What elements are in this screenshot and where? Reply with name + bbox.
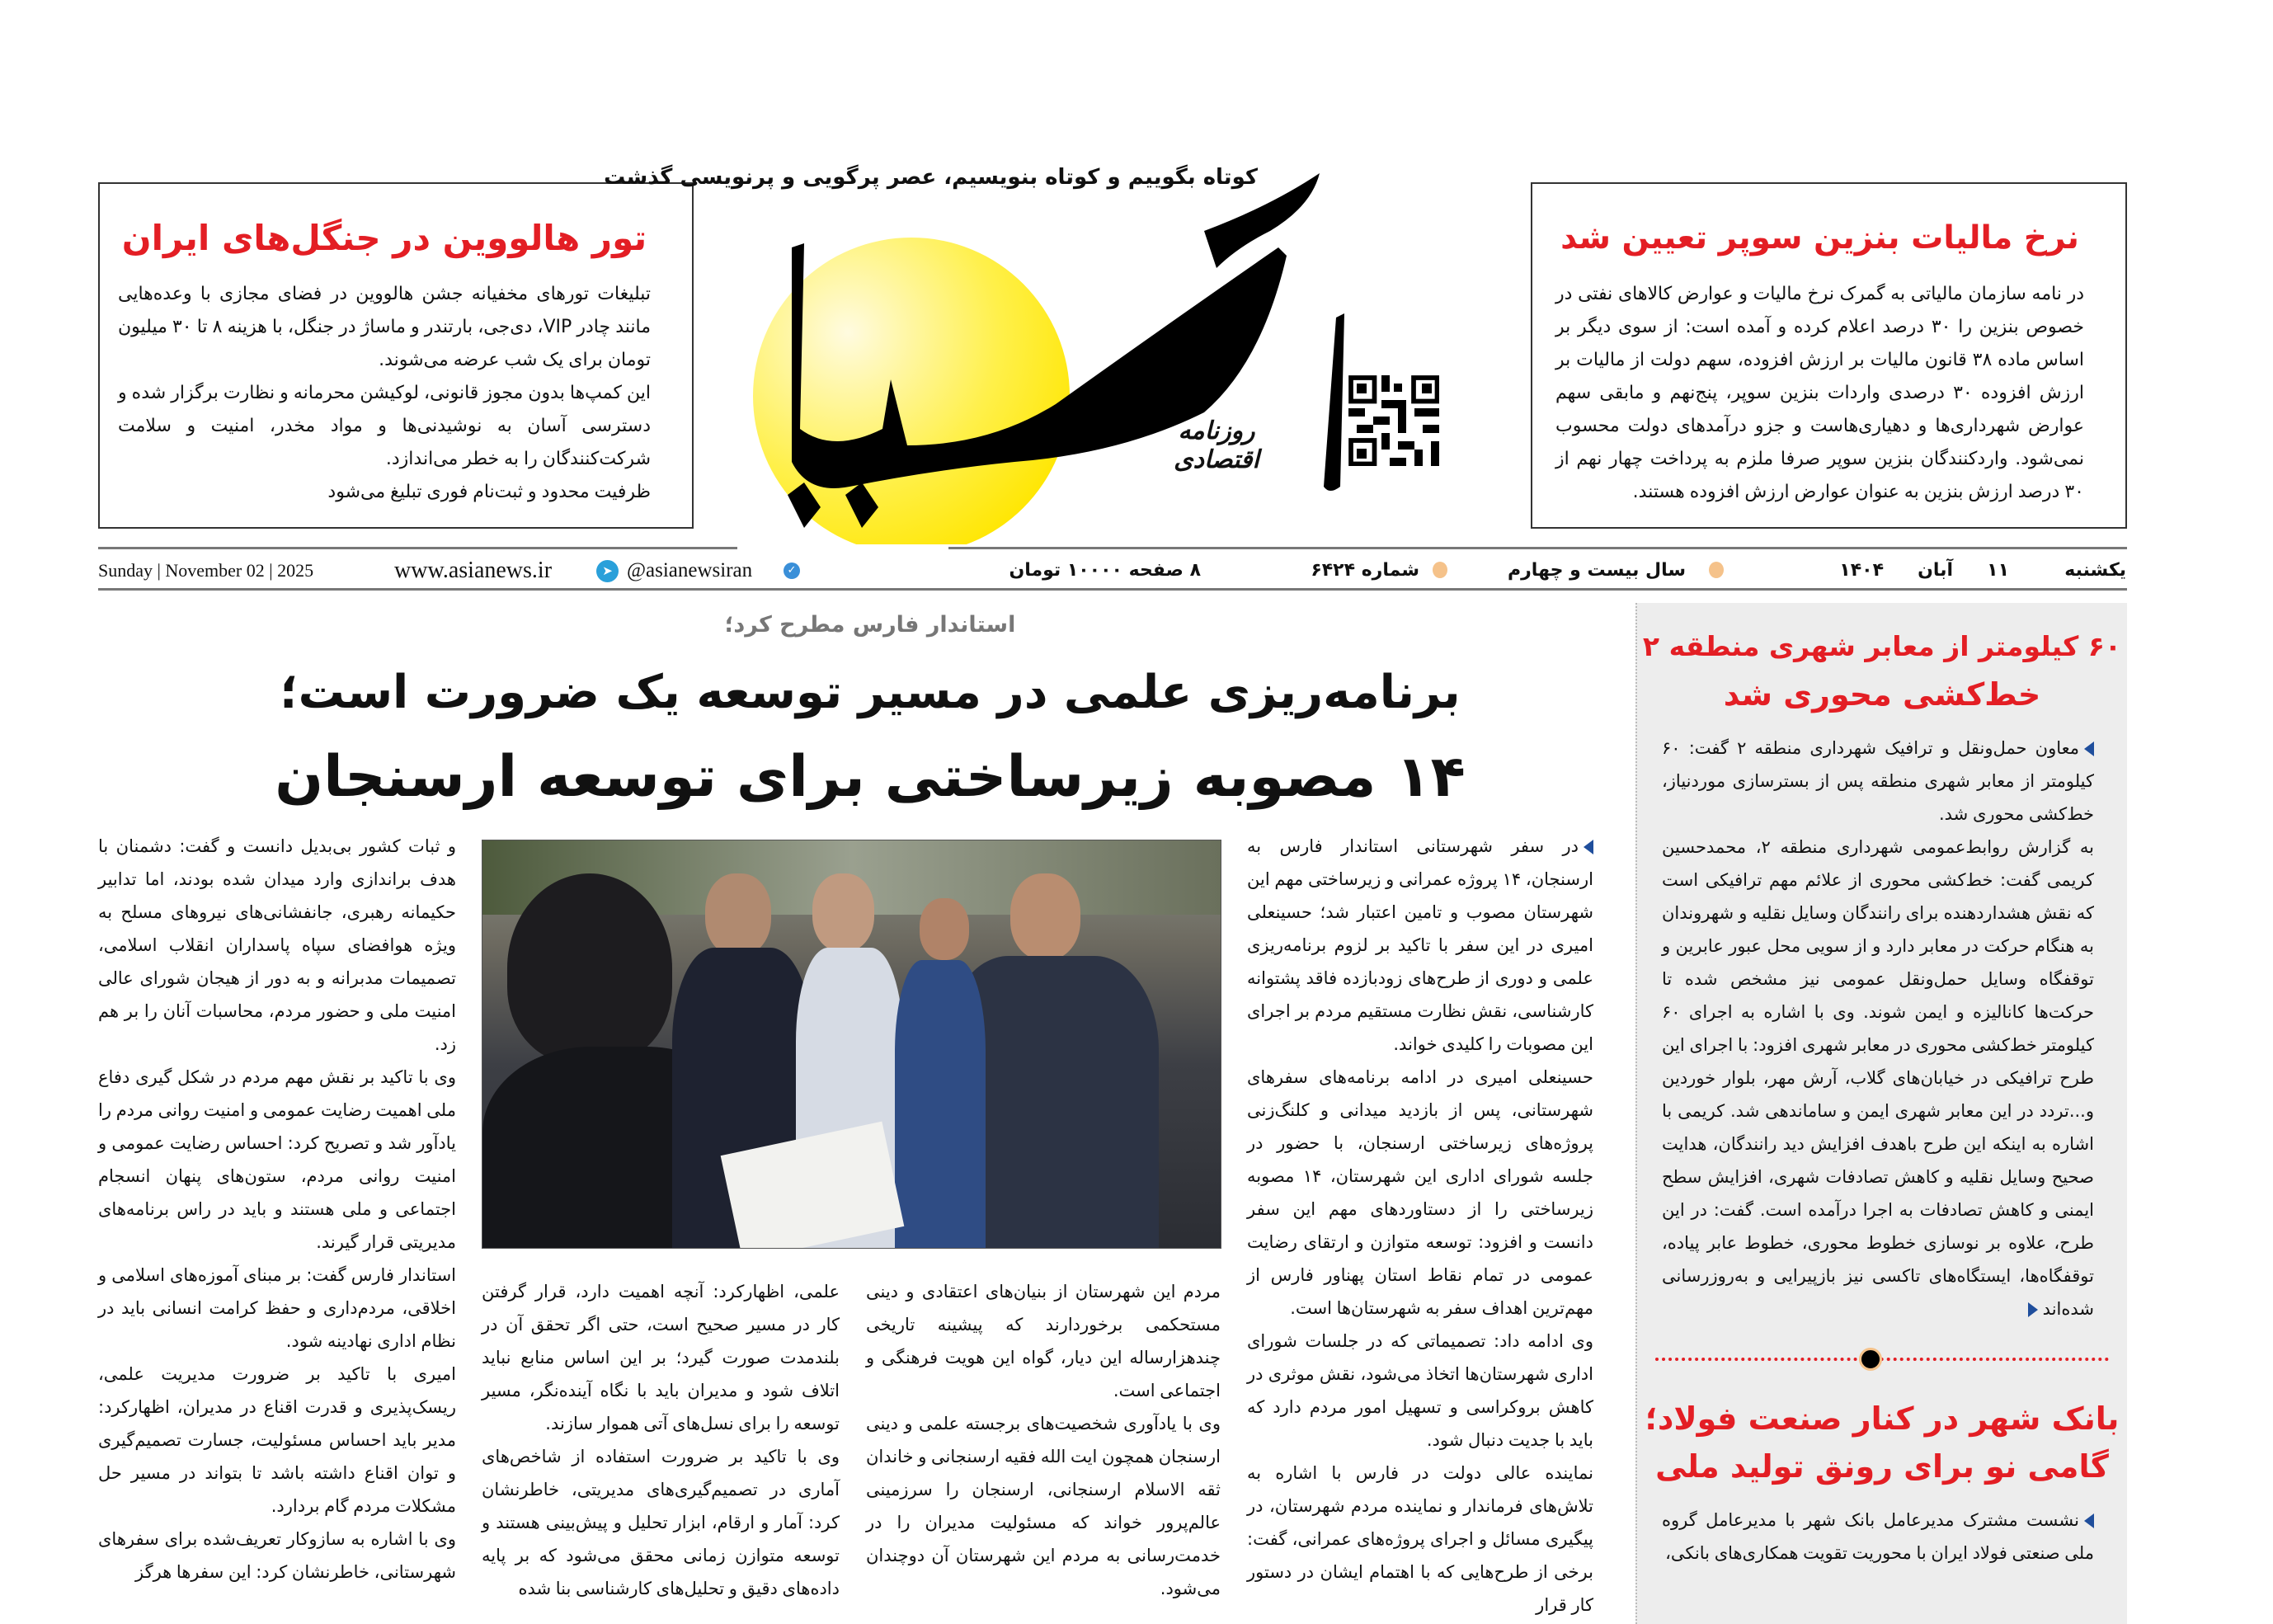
paragraph: نشست مشترک مدیرعامل بانک شهر با مدیرعامل گروه ملی صنعتی فولاد ایران با محوریت تقویت همکاری‌های بانکی، [1662, 1510, 2094, 1563]
website-link[interactable]: www.asianews.ir [394, 558, 553, 583]
weekday: یکشنبه [2064, 560, 2126, 581]
halloween-tour-title: تور هالووین در جنگل‌های ایران [121, 218, 647, 258]
paragraph: استاندار فارس گفت: بر مبنای آموزه‌های اسلامی و اخلاقی، مردم‌داری و حفظ کرامت انسانی باید در نظام اداری نهادینه شود. [98, 1265, 456, 1351]
month: آبان [1918, 560, 1953, 581]
main-story-column-1 [1247, 830, 1593, 1622]
paragraph: حسینعلی امیری در ادامه برنامه‌های سفرهای شهرستانی، پس از بازدید میدانی و کلنگ‌زنی پروژه‌های زیرساختی ارسنجان، با حضور در جلسه شورای اداری این شهرستان، ۱۴ مصوبه زیرساختی را از دستاوردهای مهم این سفر دانست و افزود: توسعه متوازن و ارتقای رضایت عمومی در تمام نقاط استان پهناور فارس از مهم‌ترین اهداف سفر به شهرستان‌ها است. [1247, 1067, 1593, 1318]
bullet-icon [1584, 840, 1593, 854]
main-story-headline-2: ۱۴ مصوبه زیرساختی برای توسعه ارسنجان [275, 744, 1466, 810]
paragraph: مردم این شهرستان از بنیان‌های اعتقادی و دینی مستحکمی برخوردارند که پیشینه تاریخی چندهزارساله این دیار، گواه این هویت فرهنگی و اجتماعی است. [866, 1282, 1221, 1400]
masthead-tagline: کوتاه بگوییم و کوتاه بنویسیم، عصر پرگویی و پرنویسی گذشت [604, 165, 1258, 190]
main-story-headline: برنامه‌ریزی علمی در مسیر توسعه یک ضرورت است؛ [280, 666, 1461, 719]
masthead-subtitle: روزنامه اقتصادی [1174, 417, 1259, 474]
paragraph: وی با تاکید بر ضرورت استفاده از شاخص‌های آماری در تصمیم‌گیری‌های مدیریتی، خاطرنشان کرد: آمار و ارقام، ابزار تحلیل و پیش‌بینی هستند و توسعه متوازن زمانی محقق می‌شود که بر پایه داده‌های دقیق و تحلیل‌های کارشناسی بنا شده [482, 1447, 840, 1598]
main-story-column-2 [866, 1275, 1221, 1605]
paragraph: علمی، اظهارکرد: آنچه اهمیت دارد، قرار گرفتن کار در مسیر صحیح است، حتی اگر تحقق آن در بلندمدت صورت گیرد؛ بر این اساس منابع نباید اتلاف شود و مدیران باید با نگاه آینده‌نگر، مسیر توسعه را برای نسل‌های آتی هموار سازند. [482, 1282, 840, 1433]
sidebar-story-2-body [1662, 1504, 2094, 1570]
main-story-photo [482, 840, 1221, 1249]
divider-dot-icon [1859, 1348, 1882, 1371]
volume: سال بیست و چهارم [1508, 560, 1686, 581]
main-story-column-3 [482, 1275, 840, 1605]
telegram-icon: ➤ [596, 560, 619, 582]
paragraph: در سفر شهرستانی استاندار فارس به ارسنجان، ۱۴ پروژه عمرانی و زیرساختی مهم این شهرستان مصوب و تامین اعتبار شد؛ حسینعلی امیری در این سفر با تاکید بر لزوم برنامه‌ریزی علمی و دوری از طرح‌های زودبازده فاقد پشتوانه کارشناسی، نقش نظارت مستقیم مردم بر اجرای این مصوبات را کلیدی خواند. [1247, 836, 1593, 1054]
halloween-tour-box [98, 182, 694, 529]
section-divider [1655, 1358, 2109, 1361]
paragraph: به گزارش روابط‌عمومی شهرداری منطقه ۲، محمدحسین کریمی گفت: خط‌کشی محوری از علائم مهم ترافیکی است که نقش هشداردهنده برای رانندگان وسایل نقلیه و شهروندان به هنگام حرکت در معابر دارد و از سویی محل عبور عابرین و توقفگاه وسایل حمل‌ونقل عمومی نیز مشخص شده تا حرکت‌ها کانالیزه و ایمن شوند. وی با اشاره به اجرای ۶۰ کیلومتر خط‌کشی محوری در معابر شهری افزود: با اجرای این طرح ترافیکی در خیابان‌های گلاب، آرش مهر، بلوار خوردین و...تردد در این معابر شهری ایمن و ساماندهی شد. کریمی با اشاره به اینکه این طرح باهدف افزایش دید رانندگان، هدایت صحیح وسایل نقلیه و کاهش تصادفات شهری، افزایش سطح ایمنی و کاهش تصادفات به اجرا درآمده است. گفت: در این طرح، علاوه بر نوسازی خطوط محوری، خطوط عابر پیاده، توقفگاه‌ها، ایستگاه‌های تاکسی نیز بازپیرایی و به‌روزرسانی شده‌اند [1662, 837, 2094, 1319]
qr-code-icon [1348, 375, 1439, 466]
paragraph: نماینده عالی دولت در فارس با اشاره به تلاش‌های فرماندار و نماینده مردم شهرستان، در پیگیری مسائل و اجرای پروژه‌های عمرانی، گفت: برخی از طرح‌هایی که با اهتمام ایشان در دستور کار قرار [1247, 1463, 1593, 1615]
gasoline-tax-box [1531, 182, 2127, 529]
main-story-kicker: استاندار فارس مطرح کرد؛ [724, 612, 1016, 638]
sidebar-story-2-headline-2: گامی نو برای رونق تولید ملی [1655, 1448, 2109, 1485]
halloween-paragraph: تبلیغات تورهای مخفیانه جشن هالووین در فضای مجازی با وعده‌هایی مانند چادر VIP، دی‌جی، بارتندر و ماساژ در جنگل، با هزینه ۸ تا ۳۰ میلیون تومان برای یک شب عرضه می‌شوند. [118, 284, 652, 370]
separator-dot [1709, 562, 1724, 578]
day-number: ۱۱ [1987, 560, 2009, 581]
separator-dot [1433, 562, 1447, 578]
sidebar-story-2-headline: بانک شهر در کنار صنعت فولاد؛ [1645, 1400, 2120, 1437]
telegram-handle[interactable]: @asianewsiran [627, 559, 753, 581]
paragraph: و ثبات کشور بی‌بدیل دانست و گفت: دشمنان با هدف براندازی وارد میدان شده بودند، اما تدابیر حکیمانه رهبری، جانفشانی‌های نیروهای مسلح به ویژه هوافضای سپاه پاسداران انقلاب اسلامی، تصمیمات مدبرانه و به دور از هیجان شورای عالی امنیت ملی و حضور مردم، محاسبات آنان را بر هم زد. [98, 836, 456, 1054]
masthead-logo [604, 157, 1485, 544]
info-bar-top-rule [98, 547, 737, 549]
paragraph: وی با یادآوری شخصیت‌های برجسته علمی و دینی ارسنجان همچون ایت الله فقیه ارسنجانی و خاندان ثقه الاسلام ارسنجانی، ارسنجان را سرزمینی عالم‌پرور خواند که مسئولیت مدیران را در خدمت‌رسانی به مردم این شهرستان آن دوچندان می‌شود. [866, 1414, 1221, 1598]
section-divider-wrap [1655, 1347, 2109, 1372]
english-date: Sunday | November 02 | 2025 [98, 560, 314, 581]
sidebar-story-1-body [1662, 732, 2094, 1325]
end-mark-icon [2028, 1302, 2038, 1317]
halloween-paragraph: این کمپ‌ها بدون مجوز قانونی، لوکیشن محرمانه و نظارت برگزار شده و دسترسی آسان به نوشیدنی‌ها و مواد مخدر، امنیت و سلامت شرکت‌کنندگان را به خطر می‌اندازد. [118, 383, 651, 469]
main-story-column-4 [98, 830, 456, 1589]
halloween-paragraph: ظرفیت محدود و ثبت‌نام فوری تبلیغ می‌شود [327, 482, 651, 502]
paragraph: معاون حمل‌ونقل و ترافیک شهرداری منطقه ۲ گفت: ۶۰ کیلومتر از معابر شهری منطقه پس از بسترسازی موردنیاز، خط‌کشی محوری شد. [1662, 738, 2094, 824]
paragraph: وی با تاکید بر نقش مهم مردم در شکل گیری دفاع ملی اهمیت رضایت عمومی و امنیت روانی مردم را یادآور شد و تصریح کرد: احساس رضایت عمومی و امنیت روانی مردم، ستون‌های پنهان انسجام اجتماعی و ملی هستند و باید در راس برنامه‌های مدیریتی قرار گیرند. [98, 1067, 456, 1252]
bullet-icon [2084, 1513, 2094, 1528]
bullet-icon [2084, 741, 2094, 756]
sidebar-story-1-headline: ۶۰ کیلومتر از معابر شهری منطقه ۲ [1642, 630, 2122, 662]
paragraph: وی با اشاره به سازوکار تعریف‌شده برای سفرهای شهرستانی، خاطرنشان کرد: این سفرها هرگز [98, 1529, 456, 1582]
price: ۸ صفحه ۱۰۰۰۰ تومان [1009, 560, 1201, 581]
year: ۱۴۰۴ [1839, 560, 1884, 581]
gasoline-tax-body: در نامه سازمان مالیاتی به گمرک نرخ مالیات و عوارض کالاهای نفتی در خصوص بنزین را ۳۰ درصد اعلام کرده و آمده است: از سوی دیگر بر اساس ماده ۳۸ قانون مالیات بر ارزش افزوده، سهم دولت از مالیات بر ارزش افزوده ۳۰ درصدی واردات بنزین سوپر، پنج‌نهم و مابقی سهم عوارض شهرداری‌ها و دهیاری‌هاست و جزو درآمدهای دولت محسوب نمی‌شود. واردکنندگان بنزین سوپر صرفا ملزم به پرداخت چهار نهم از ۳۰ درصد ارزش بنزین به عنوان عوارض ارزش افزوده هستند. [1555, 284, 2085, 502]
verified-icon: ✓ [784, 563, 800, 579]
issue-number: شماره ۶۴۲۴ [1311, 560, 1419, 581]
gasoline-tax-title: نرخ مالیات بنزین سوپر تعیین شد [1560, 219, 2079, 257]
sidebar-news [1635, 603, 2127, 1624]
paragraph: وی ادامه داد: تصمیماتی که در جلسات شورای اداری شهرستان‌ها اتخاذ می‌شود، نقش موثری در کاهش بروکراسی و تسهیل امور مردم دارد که باید با جدیت دنبال شود. [1247, 1331, 1593, 1450]
paragraph: امیری با تاکید بر ضرورت مدیریت علمی، ریسک‌پذیری و قدرت اقناع در مدیران، اظهارکرد: مدیر باید احساس مسئولیت، جسارت تصمیم‌گیری و توان اقناع داشته باشد تا بتواند در مسیر حل مشکلات مردم گام بردارد. [98, 1364, 456, 1516]
info-bar-top-rule [948, 547, 2127, 549]
info-bar-bottom-rule [98, 588, 2127, 591]
sidebar-story-1-headline-2: خط‌کشی محوری شد [1723, 676, 2041, 713]
